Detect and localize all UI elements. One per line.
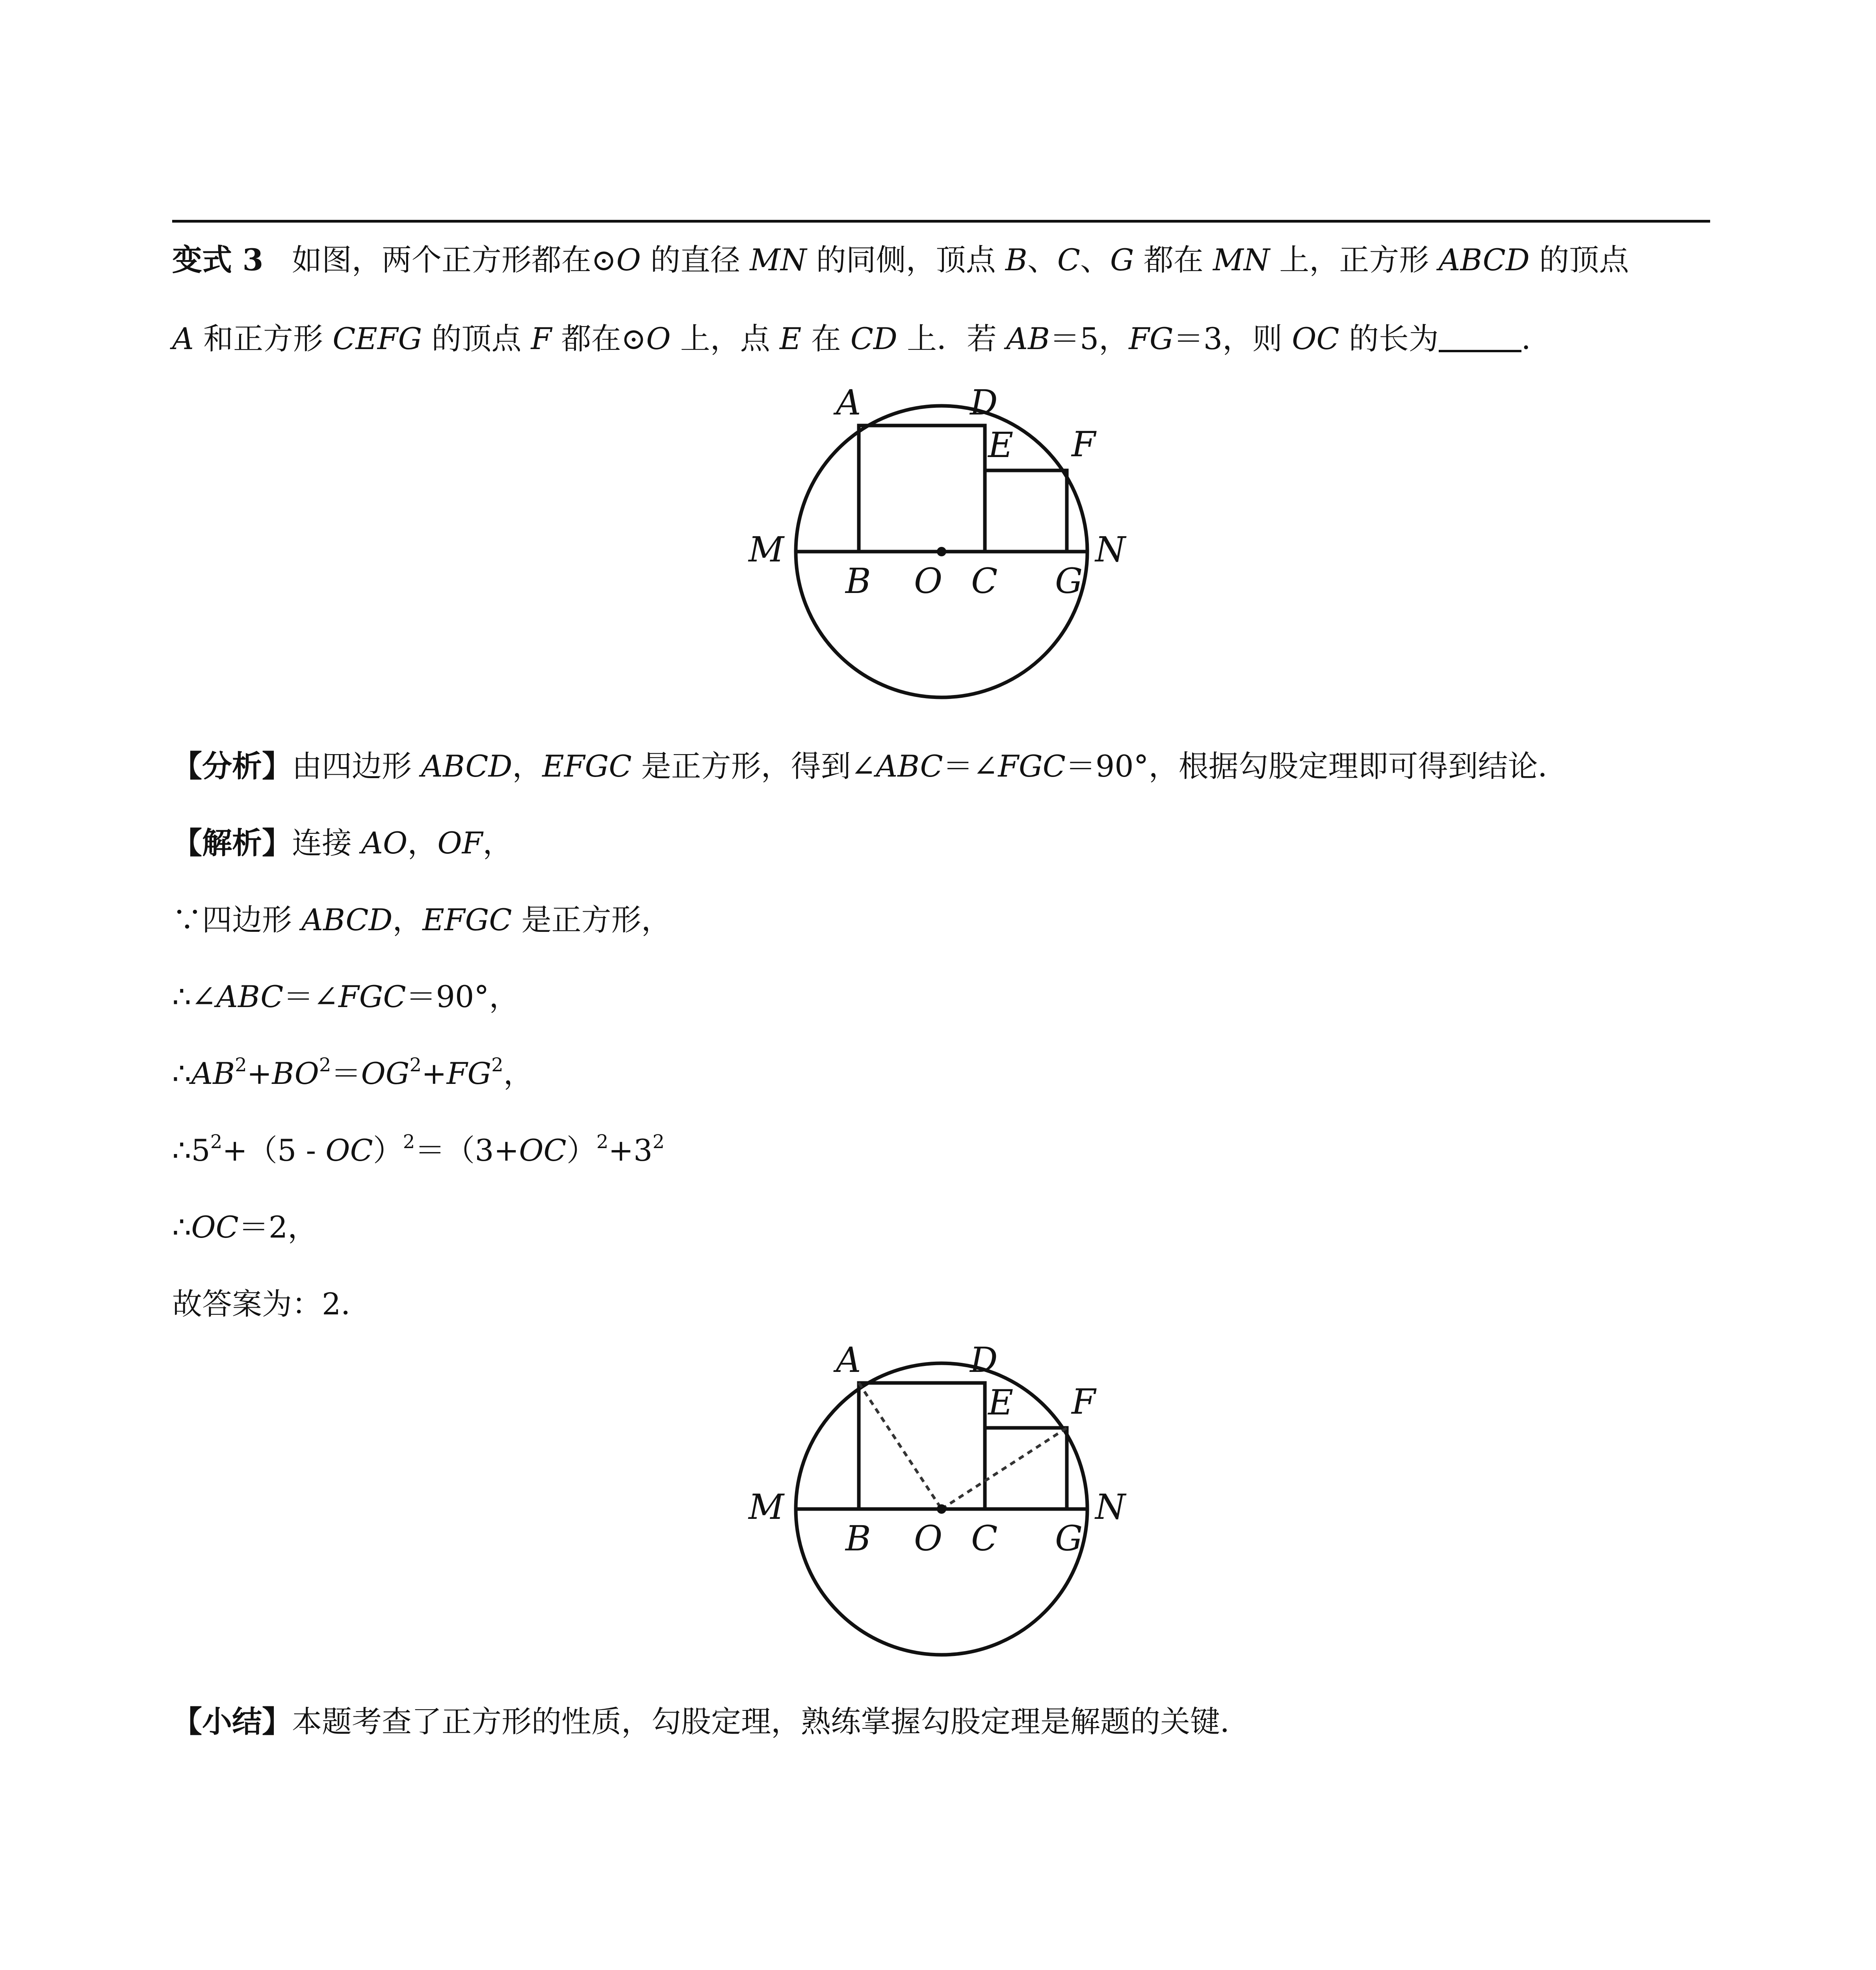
solution-text: ） xyxy=(373,1133,403,1168)
problem-text: 在 xyxy=(811,321,841,356)
solution-text: ， xyxy=(392,902,423,937)
problem-text: 上．若 xyxy=(907,321,997,356)
circle-symbol: ⊙ xyxy=(621,321,646,356)
label-m: M xyxy=(749,529,784,570)
label-n: N xyxy=(1095,529,1126,570)
square-abcd xyxy=(859,426,985,552)
exponent: 2 xyxy=(210,1130,223,1153)
problem-text: ＝3，则 xyxy=(1173,321,1283,356)
figure-1-svg xyxy=(733,386,1166,709)
solution-text: ＝∠ xyxy=(283,979,339,1014)
solution-text: ∴ xyxy=(172,1210,191,1245)
math-var: MN xyxy=(750,242,807,277)
solution-line-6 xyxy=(172,1208,1710,1247)
math-var: AB xyxy=(1006,321,1050,356)
math-var: FGC xyxy=(998,749,1066,784)
square-cefg xyxy=(985,470,1067,552)
math-var: ABC xyxy=(876,749,943,784)
math-var: CEFG xyxy=(332,321,422,356)
math-var: E xyxy=(779,321,802,356)
math-var: OC xyxy=(1292,321,1339,356)
figure-2 xyxy=(733,1344,1166,1668)
problem-line-1 xyxy=(172,240,1710,280)
label-c: C xyxy=(971,561,998,601)
solution-text: + xyxy=(247,1056,272,1091)
math-var: OG xyxy=(361,1056,410,1091)
math-var: AO xyxy=(361,825,408,860)
math-var: ABCD xyxy=(301,902,393,937)
label-o: O xyxy=(914,1518,943,1559)
problem-text: 上，正方形 xyxy=(1279,242,1429,277)
square-abcd xyxy=(859,1383,985,1509)
solution-line-4 xyxy=(172,1054,1710,1093)
math-var: O xyxy=(646,321,671,356)
problem-text: 的长为 xyxy=(1348,321,1439,356)
solution-text: ∴ xyxy=(172,1056,191,1091)
label-e: E xyxy=(988,1382,1014,1423)
center-point xyxy=(937,547,946,556)
label-c: C xyxy=(971,1518,998,1559)
math-var: EFGC xyxy=(542,749,632,784)
problem-text: 都在 xyxy=(561,321,621,356)
answer-blank xyxy=(1439,318,1521,352)
solution-text: ， xyxy=(503,1056,533,1091)
exponent: 2 xyxy=(491,1054,503,1076)
solution-tag: 【解析】 xyxy=(172,825,292,860)
solution-text: +3 xyxy=(608,1133,653,1168)
analysis-line xyxy=(172,747,1710,786)
label-b: B xyxy=(845,1518,871,1559)
label-e: E xyxy=(988,425,1014,465)
exponent: 2 xyxy=(596,1130,609,1153)
math-var: B xyxy=(1005,242,1027,277)
math-var: FG xyxy=(446,1056,492,1091)
solution-text: ＝2， xyxy=(238,1210,318,1245)
math-var: A xyxy=(172,321,194,356)
solution-line-2 xyxy=(172,900,1710,940)
problem-text: ＝5， xyxy=(1049,321,1129,356)
problem-text: ． xyxy=(1521,321,1551,356)
math-var: F xyxy=(531,321,552,356)
exponent: 2 xyxy=(409,1054,422,1076)
math-var: OC xyxy=(519,1133,567,1168)
math-var: OC xyxy=(191,1210,239,1245)
math-var: OC xyxy=(325,1133,373,1168)
solution-text: ＝ xyxy=(331,1056,361,1091)
segment-of xyxy=(942,1428,1067,1509)
solution-text: ， xyxy=(407,825,438,860)
solution-text: ， xyxy=(483,825,513,860)
problem-text: 都在 xyxy=(1143,242,1204,277)
problem-text: 的同侧，顶点 xyxy=(816,242,996,277)
label-g: G xyxy=(1055,1518,1083,1559)
circle-symbol: ⊙ xyxy=(591,242,617,277)
solution-text: ∴5 xyxy=(172,1133,210,1168)
solution-text: +（5 - xyxy=(222,1133,326,1168)
solution-line-3 xyxy=(172,977,1710,1017)
analysis-text: ＝90°，根据勾股定理即可得到结论． xyxy=(1065,749,1568,784)
math-var: FGC xyxy=(338,979,406,1014)
top-rule xyxy=(172,220,1710,223)
problem-text: 上，点 xyxy=(680,321,770,356)
figure-1 xyxy=(733,386,1166,711)
problem-text: 和正方形 xyxy=(203,321,323,356)
label-d: D xyxy=(970,1344,998,1380)
problem-line-2 xyxy=(172,318,1710,359)
analysis-text: ＝∠ xyxy=(943,749,998,784)
problem-text: 的顶点 xyxy=(431,321,522,356)
label-f: F xyxy=(1072,424,1096,465)
summary-text: 本题考查了正方形的性质，勾股定理，熟练掌握勾股定理是解题的关键． xyxy=(292,1704,1250,1739)
math-var: G xyxy=(1110,242,1134,277)
solution-text: ∴∠ xyxy=(172,979,217,1014)
problem-label: 变式 3 xyxy=(172,242,264,277)
problem-text: 、 xyxy=(1027,242,1057,277)
summary-tag: 【小结】 xyxy=(172,1704,292,1739)
solution-text: 是正方形， xyxy=(521,902,671,937)
summary-line xyxy=(172,1702,1710,1741)
math-var: ABCD xyxy=(1438,242,1530,277)
analysis-text: 是正方形，得到∠ xyxy=(641,749,876,784)
solution-text: 连接 xyxy=(292,825,352,860)
square-cefg xyxy=(985,1428,1067,1509)
problem-text: 的直径 xyxy=(650,242,740,277)
problem-text: 如图，两个正方形都在 xyxy=(292,242,591,277)
segment-ao xyxy=(859,1383,942,1509)
solution-answer: 故答案为：2． xyxy=(172,1286,371,1321)
solution-text: ） xyxy=(566,1133,596,1168)
math-var: C xyxy=(1057,242,1080,277)
problem-text: 的顶点 xyxy=(1539,242,1629,277)
exponent: 2 xyxy=(319,1054,331,1076)
math-var: MN xyxy=(1213,242,1270,277)
exponent: 2 xyxy=(652,1130,665,1153)
solution-text: + xyxy=(422,1056,447,1091)
label-a: A xyxy=(836,1344,861,1380)
label-n: N xyxy=(1095,1487,1126,1527)
solution-text: ＝（3+ xyxy=(415,1133,519,1168)
label-m: M xyxy=(749,1487,784,1527)
center-point xyxy=(937,1504,946,1514)
problem-text: 、 xyxy=(1080,242,1110,277)
label-b: B xyxy=(845,561,871,601)
math-var: CD xyxy=(850,321,897,356)
label-d: D xyxy=(970,386,998,423)
analysis-tag: 【分析】 xyxy=(172,749,292,784)
label-g: G xyxy=(1055,561,1083,601)
solution-text: ＝90°， xyxy=(406,979,519,1014)
analysis-text: ， xyxy=(512,749,542,784)
exponent: 2 xyxy=(403,1130,415,1153)
math-var: FG xyxy=(1129,321,1174,356)
analysis-text: 由四边形 xyxy=(292,749,412,784)
math-var: AB xyxy=(191,1056,235,1091)
solution-line-1 xyxy=(172,823,1710,863)
math-var: ABCD xyxy=(421,749,513,784)
solution-text: ∵四边形 xyxy=(172,902,292,937)
label-a: A xyxy=(836,386,861,423)
math-var: BO xyxy=(272,1056,319,1091)
math-var: OF xyxy=(437,825,483,860)
figure-2-svg xyxy=(733,1344,1166,1667)
math-var: O xyxy=(616,242,641,277)
label-o: O xyxy=(914,561,943,601)
solution-line-5 xyxy=(172,1131,1710,1170)
label-f: F xyxy=(1072,1381,1096,1422)
math-var: ABC xyxy=(216,979,284,1014)
exponent: 2 xyxy=(235,1054,247,1076)
math-var: EFGC xyxy=(422,902,512,937)
